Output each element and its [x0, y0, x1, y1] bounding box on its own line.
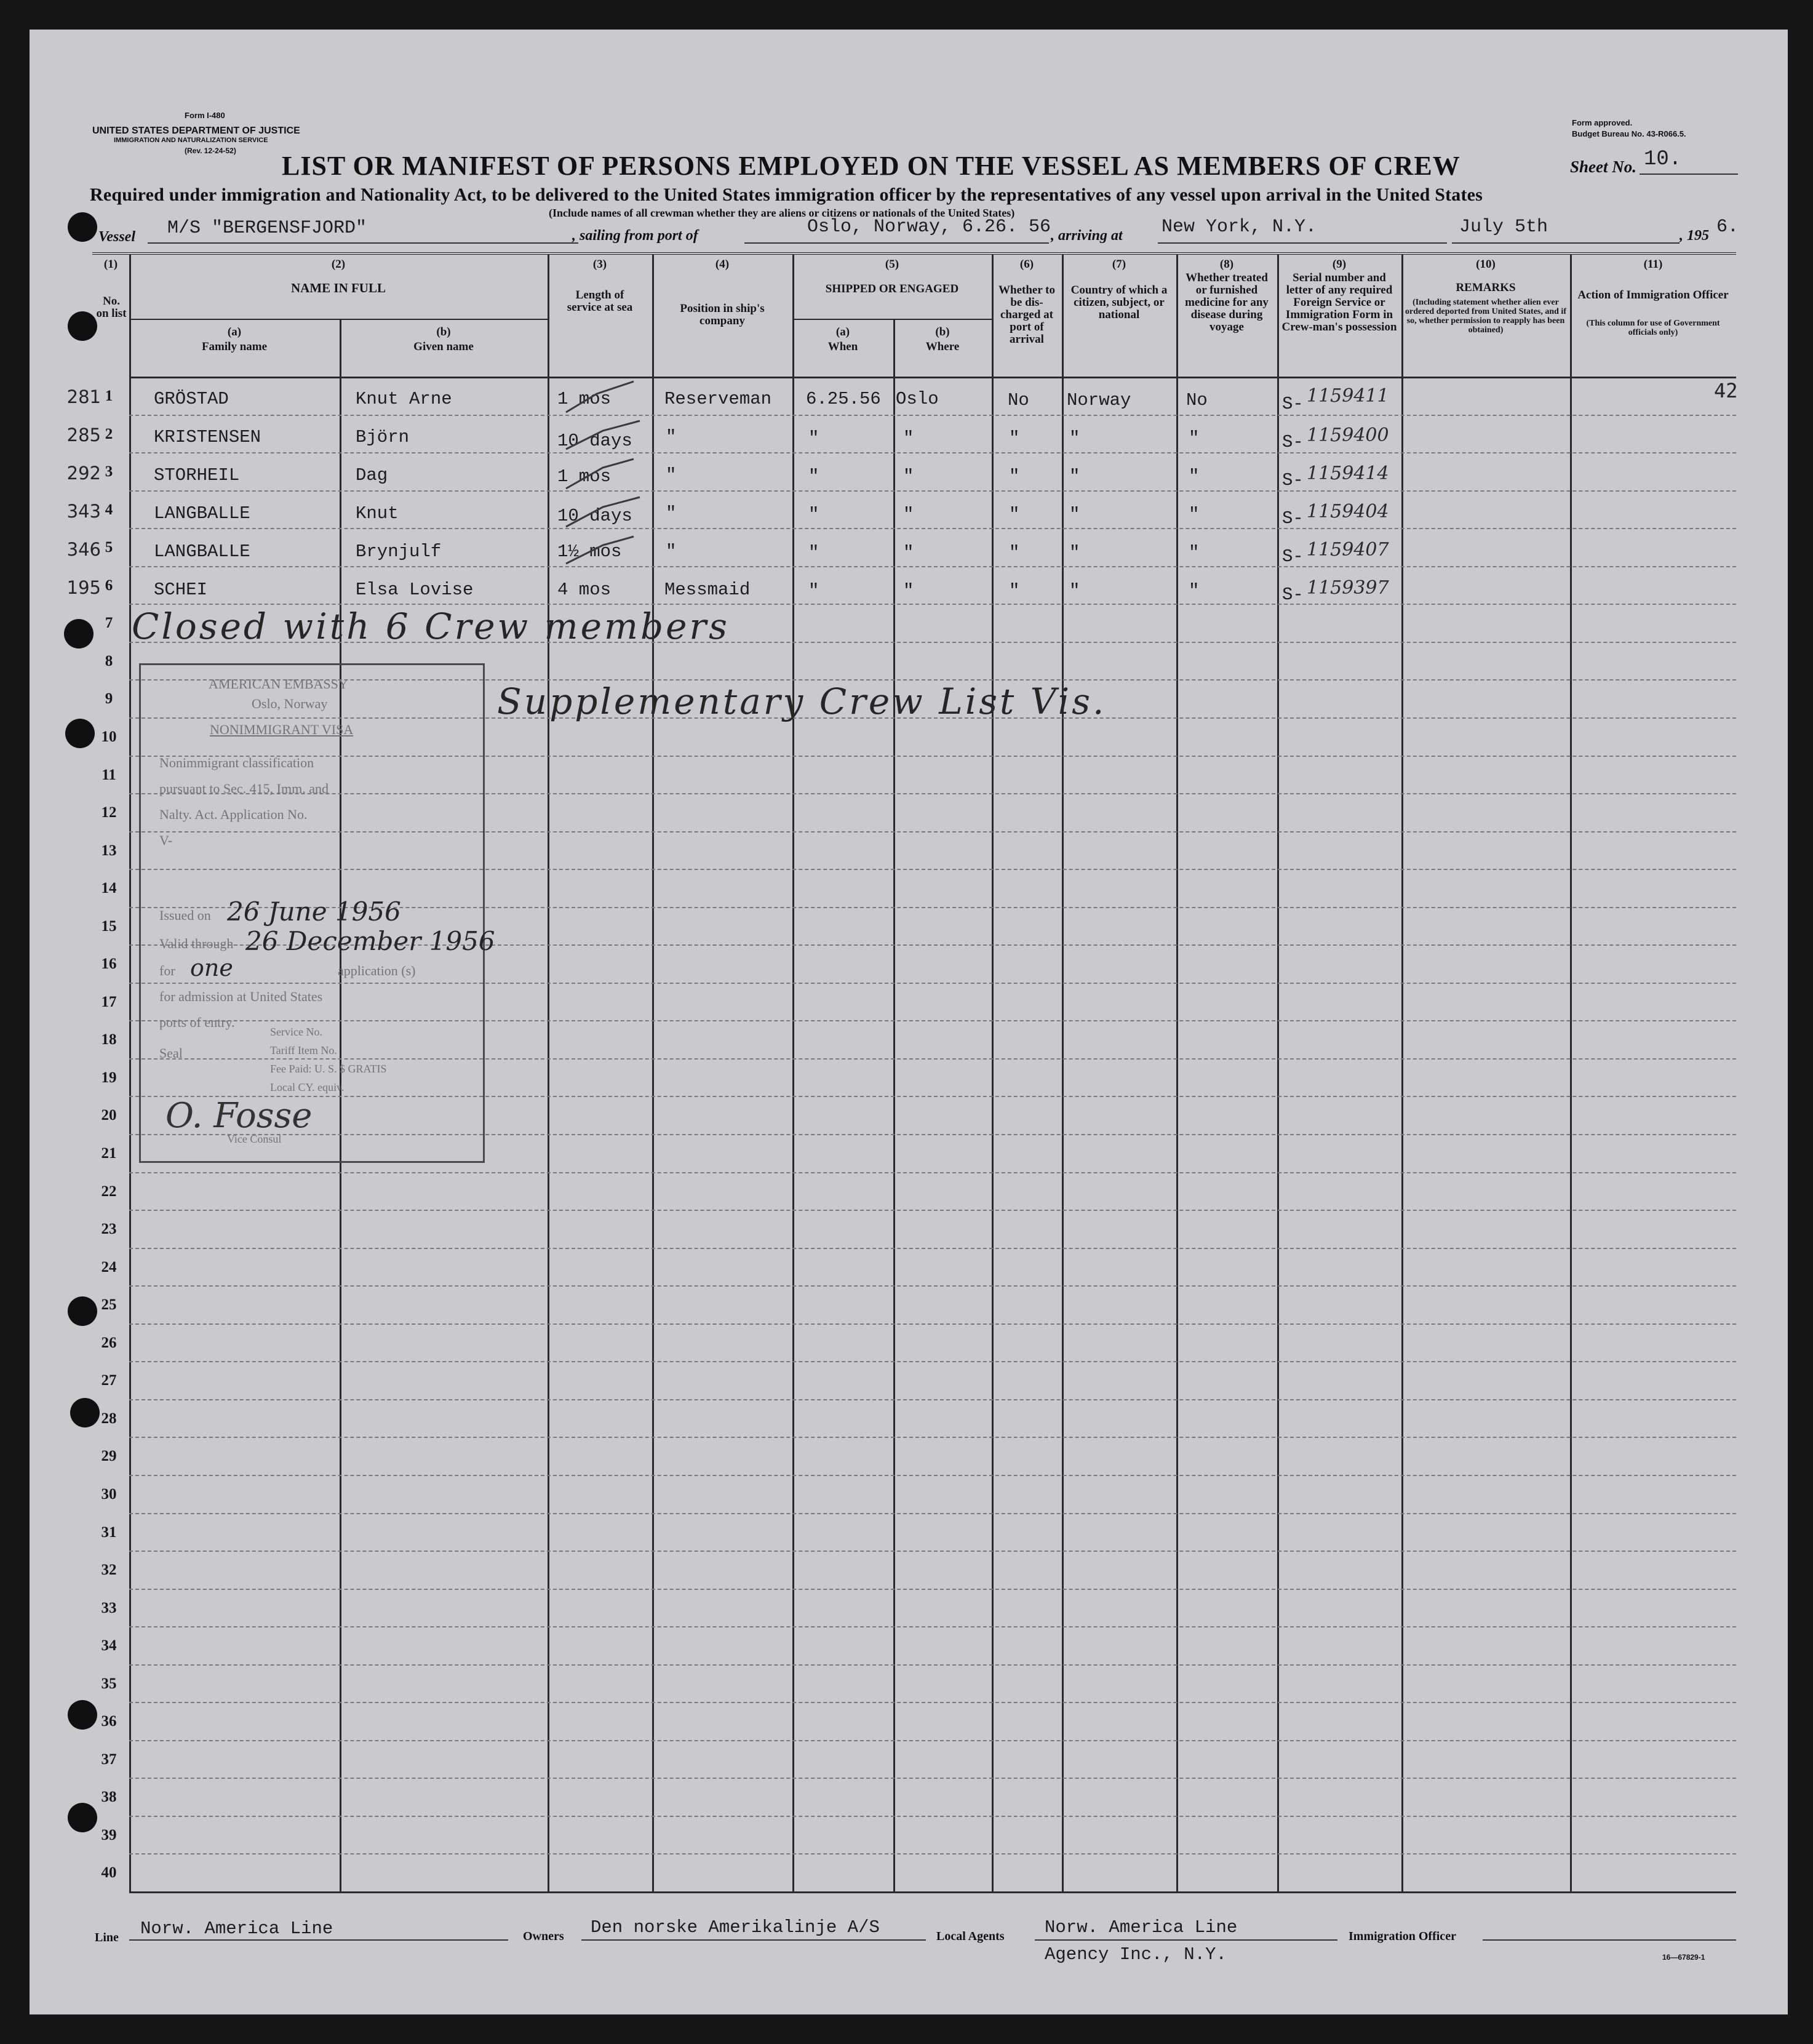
family-name: STORHEIL	[154, 465, 240, 485]
footer-agents-2: Agency Inc., N.Y.	[1045, 1944, 1227, 1965]
row-number: 25	[101, 1296, 117, 1313]
table-top-rule	[92, 252, 1736, 255]
margin-number: 281	[66, 386, 101, 407]
row-number: 11	[102, 767, 116, 783]
stamp-v: V-	[159, 832, 173, 848]
year-suffix: 6.	[1716, 217, 1739, 238]
service-length: 1½ mos	[557, 541, 622, 562]
col-rule	[893, 320, 895, 1893]
position: "	[666, 427, 677, 447]
footer-owners: Den norske Amerikalinje A/S	[591, 1917, 880, 1938]
arriving-at: New York, N.Y.	[1162, 217, 1317, 238]
year-prefix: , 195	[1680, 228, 1709, 244]
check-marks	[554, 375, 646, 609]
col3-num: (3)	[592, 258, 607, 271]
country: "	[1069, 505, 1080, 525]
stamp-visa-type: NONIMMIGRANT VISA	[210, 722, 354, 737]
row-separator	[129, 1551, 1736, 1552]
row-separator	[129, 1778, 1736, 1779]
family-name: KRISTENSEN	[154, 427, 261, 447]
sheet-label: Sheet No.	[1570, 158, 1636, 176]
row-separator	[129, 1475, 1736, 1476]
discharged: "	[1009, 581, 1020, 601]
stamp-tariff: Tariff Item No.	[270, 1044, 337, 1056]
given-name: Knut	[356, 503, 399, 524]
row-number: 35	[101, 1675, 117, 1692]
serial-prefix: S-	[1282, 508, 1304, 529]
table-bottom-rule	[129, 1891, 1736, 1893]
family-name: GRÖSTAD	[154, 389, 229, 409]
country: "	[1069, 581, 1080, 601]
col11-num: (11)	[1643, 258, 1663, 271]
row-number: 33	[101, 1600, 117, 1616]
row-separator	[129, 604, 1736, 605]
row-number: 40	[101, 1864, 117, 1881]
row-number: 1	[105, 388, 113, 404]
stamp-issued-date: 26 June 1956	[227, 896, 401, 927]
stamp-application: Nalty. Act. Application No.	[159, 807, 308, 822]
col-rule	[792, 255, 794, 1893]
col4-label: Position in ship's company	[680, 302, 765, 327]
country: Norway	[1067, 390, 1131, 410]
treated: "	[1189, 428, 1200, 449]
col11-sub: (This column for use of Government officials only)	[1586, 319, 1720, 337]
punch-hole	[68, 212, 97, 242]
col-rule	[1176, 255, 1178, 1893]
serial-number: 1159414	[1307, 463, 1389, 484]
arriving-label: , arriving at	[1051, 228, 1123, 244]
row-separator	[129, 1172, 1736, 1173]
serial-number: 1159404	[1307, 501, 1389, 522]
sailing-underline	[744, 242, 1049, 244]
col2-num: (2)	[331, 258, 346, 271]
name-subheader-rule	[129, 319, 548, 320]
col8-label: Whether treated or furnished medicine for any disease during voyage	[1185, 271, 1269, 333]
stamp-applications: application (s)	[338, 963, 416, 978]
stamp-seal: Seal	[159, 1045, 183, 1061]
col-rule	[1277, 255, 1279, 1893]
shipped-when: "	[808, 466, 819, 487]
stamp-fee: Fee Paid: U. S. $ GRATIS	[270, 1063, 387, 1075]
row-number: 32	[101, 1562, 117, 1578]
family-name: SCHEI	[154, 580, 208, 600]
row-number: 14	[101, 880, 117, 896]
footer-officer-label: Immigration Officer	[1349, 1930, 1456, 1943]
vessel-name: M/S "BERGENSFJORD"	[167, 218, 367, 239]
row-number: 18	[101, 1031, 117, 1048]
shipped-when: "	[808, 543, 819, 563]
col5a-num: (a)	[835, 325, 850, 338]
col5a-label: When	[827, 340, 858, 353]
budget: Budget Bureau No. 43-R066.5.	[1572, 129, 1686, 138]
row-number: 29	[101, 1448, 117, 1464]
col7-label: Country of which a citizen, subject, or national	[1070, 284, 1168, 321]
col-rule	[992, 255, 994, 1893]
col3-label: Length of service at sea	[567, 289, 633, 314]
position: "	[666, 465, 677, 485]
row-number: 28	[101, 1410, 117, 1427]
serial-number: 1159397	[1307, 577, 1389, 599]
col5-num: (5)	[885, 258, 899, 271]
row-separator	[129, 1399, 1736, 1400]
footer-line: Norw. America Line	[140, 1918, 333, 1939]
row-number: 2	[105, 426, 113, 442]
sheet-number: 10.	[1644, 148, 1682, 171]
form-subtitle: Required under immigration and Nationality Act, to be delivered to the United States immigration officer by the representatives of any vessel upon arrival in the United States	[90, 185, 1483, 205]
vessel-label: Vessel	[98, 229, 135, 245]
sailing-label: , sailing from port of	[572, 228, 698, 244]
col1-num: (1)	[103, 258, 118, 271]
shipped-where: "	[903, 543, 914, 563]
row-separator	[129, 1626, 1736, 1627]
treated: "	[1189, 543, 1200, 563]
approved: Form approved.	[1572, 118, 1633, 127]
row-number: 5	[105, 539, 113, 556]
col2b-label: Given name	[413, 340, 474, 353]
row-number: 16	[101, 956, 117, 972]
punch-hole	[68, 311, 97, 341]
row-number: 26	[101, 1335, 117, 1351]
service-length: 4 mos	[557, 580, 612, 600]
row-number: 37	[101, 1751, 117, 1768]
service: IMMIGRATION AND NATURALIZATION SERVICE	[114, 137, 268, 144]
row-separator	[129, 1210, 1736, 1211]
country: "	[1069, 543, 1080, 563]
row-number: 12	[101, 804, 117, 821]
row-number: 13	[101, 842, 117, 859]
serial-prefix: S-	[1282, 394, 1304, 414]
service-length: 10 days	[557, 506, 632, 526]
margin-number: 343	[66, 501, 101, 522]
stamp-vice-consul: Vice Consul	[227, 1133, 282, 1145]
col11-label: Action of Immigration Officer	[1577, 289, 1729, 301]
col5b-label: Where	[925, 340, 960, 353]
col2a-num: (a)	[227, 325, 242, 338]
position: Messmaid	[664, 580, 751, 600]
shipped-when: "	[808, 428, 819, 449]
serial-number: 1159400	[1307, 425, 1389, 446]
stamp-for-value: one	[190, 954, 233, 981]
shipped-where: "	[903, 581, 914, 601]
col5-label: SHIPPED OR ENGAGED	[825, 282, 959, 295]
footer-line-underline	[129, 1939, 508, 1941]
given-name: Dag	[356, 465, 388, 485]
row-number: 34	[101, 1637, 117, 1654]
row-number: 39	[101, 1827, 117, 1843]
footer-agents-underline	[1035, 1939, 1337, 1941]
col5b-num: (b)	[935, 325, 950, 338]
row-separator	[129, 415, 1736, 416]
discharged: No	[1008, 390, 1029, 410]
service-length: 1 mos	[557, 389, 612, 409]
row-separator	[129, 1361, 1736, 1362]
row-number: 4	[105, 501, 113, 518]
row-number: 21	[101, 1145, 117, 1162]
position: Reserveman	[664, 389, 772, 409]
row-number: 38	[101, 1789, 117, 1805]
row-separator	[129, 528, 1736, 529]
treated: "	[1189, 466, 1200, 487]
row-separator	[129, 1248, 1736, 1249]
given-name: Elsa Lovise	[356, 580, 474, 600]
row-separator	[129, 566, 1736, 567]
sailing-from: Oslo, Norway, 6.26. 56	[807, 217, 1051, 238]
row-number: 7	[105, 615, 113, 631]
form-note: (Include names of all crewman whether they are aliens or citizens or nationals of the United States)	[549, 207, 1015, 219]
given-name: Knut Arne	[356, 389, 452, 409]
row-number: 8	[105, 653, 113, 669]
date-underline	[1452, 242, 1680, 244]
row-separator	[129, 1285, 1736, 1287]
stamp-for-label: for	[159, 963, 175, 978]
treated: No	[1186, 390, 1208, 410]
row-number: 10	[101, 729, 117, 745]
stamp-service-no: Service No.	[270, 1026, 322, 1038]
col8-num: (8)	[1219, 258, 1234, 271]
row-number: 17	[101, 994, 117, 1010]
service-length: 10 days	[557, 431, 632, 451]
footer-owners-underline	[581, 1939, 926, 1941]
serial-prefix: S-	[1282, 546, 1304, 567]
serial-number: 1159411	[1307, 385, 1389, 407]
stamp-valid-label: Valid through	[159, 936, 234, 951]
given-name: Björn	[356, 427, 410, 447]
treated: "	[1189, 505, 1200, 525]
stamp-signature: O. Fosse	[165, 1096, 313, 1136]
col-rule	[1062, 255, 1064, 1893]
footer-agents-label: Local Agents	[936, 1930, 1005, 1943]
serial-prefix: S-	[1282, 432, 1304, 452]
col-rule	[1570, 255, 1572, 1893]
margin-number: 292	[66, 463, 101, 484]
col-rule	[652, 255, 654, 1893]
row-number: 3	[105, 463, 113, 480]
sheet-underline	[1640, 174, 1738, 175]
col2b-num: (b)	[436, 325, 451, 338]
row-number: 22	[101, 1183, 117, 1200]
col4-num: (4)	[715, 258, 730, 271]
stamp-city: Oslo, Norway	[252, 696, 328, 711]
row-separator	[129, 1323, 1736, 1325]
margin-number: 195	[66, 577, 101, 598]
discharged: "	[1009, 466, 1020, 487]
shipped-when: "	[808, 581, 819, 601]
stamp-admission: for admission at United States	[159, 989, 323, 1004]
row-separator	[129, 1816, 1736, 1817]
discharged: "	[1009, 505, 1020, 525]
col9-num: (9)	[1332, 258, 1347, 271]
agency: UNITED STATES DEPARTMENT OF JUSTICE	[92, 126, 300, 136]
action-mark: 42	[1714, 379, 1738, 402]
supplementary-note: Supplementary Crew List Vis.	[497, 681, 1107, 722]
col10-num: (10)	[1476, 258, 1496, 271]
family-name: LANGBALLE	[154, 541, 250, 562]
col6-num: (6)	[1019, 258, 1034, 271]
row-number: 6	[105, 577, 113, 594]
vessel-underline	[148, 242, 578, 244]
row-number: 9	[105, 690, 113, 707]
position: "	[666, 503, 677, 524]
row-number: 31	[101, 1524, 117, 1541]
header-bottom-rule	[129, 377, 1736, 378]
row-number: 23	[101, 1221, 117, 1237]
stamp-issued-label: Issued on	[159, 908, 211, 923]
row-number: 24	[101, 1259, 117, 1276]
arriving-underline	[1158, 242, 1447, 244]
row-separator	[129, 1853, 1736, 1854]
discharged: "	[1009, 428, 1020, 449]
stamp-section: pursuant to Sec. 415, Imm. and	[159, 781, 329, 796]
margin-number: 346	[66, 539, 101, 560]
serial-number: 1159407	[1307, 539, 1389, 561]
col1-label: No. on list	[96, 295, 127, 320]
row-separator	[129, 1740, 1736, 1741]
stamp-valid-date: 26 December 1956	[245, 926, 495, 956]
treated: "	[1189, 581, 1200, 601]
shipped-subheader-rule	[794, 319, 992, 320]
shipped-when: 6.25.56	[806, 389, 881, 409]
row-separator	[129, 490, 1736, 492]
footer-officer-underline	[1483, 1939, 1736, 1941]
row-separator	[129, 1437, 1736, 1438]
serial-prefix: S-	[1282, 470, 1304, 490]
shipped-where: Oslo	[896, 389, 939, 409]
row-number: 30	[101, 1486, 117, 1503]
service-length: 1 mos	[557, 466, 612, 487]
stamp-local: Local CY. equiv.	[270, 1081, 345, 1093]
row-number: 36	[101, 1713, 117, 1730]
form-number: Form I-480	[185, 111, 225, 120]
stamp-classification: Nonimmigrant classification	[159, 755, 314, 770]
margin-number: 285	[66, 425, 101, 445]
stamp-ports: ports of entry.	[159, 1015, 235, 1030]
col2a-label: Family name	[201, 340, 268, 353]
row-number: 15	[101, 918, 117, 935]
row-separator	[129, 1702, 1736, 1703]
footer-owners-label: Owners	[523, 1930, 564, 1943]
col2-label: NAME IN FULL	[290, 281, 386, 295]
given-name: Brynjulf	[356, 541, 442, 562]
col-rule	[548, 255, 549, 1893]
visa-stamp	[139, 663, 495, 1163]
shipped-where: "	[903, 466, 914, 487]
footer-agents-1: Norw. America Line	[1045, 1917, 1238, 1938]
col9-label: Serial number and letter of any required Foreign Service or Immigration Form in Crew-man's possession	[1281, 271, 1397, 333]
shipped-where: "	[903, 505, 914, 525]
row-number: 20	[101, 1107, 117, 1124]
stamp-embassy: AMERICAN EMBASSY	[209, 676, 348, 692]
row-separator	[129, 1589, 1736, 1590]
row-number: 19	[101, 1069, 117, 1086]
closed-note: Closed with 6 Crew members	[132, 605, 730, 647]
row-number: 27	[101, 1372, 117, 1389]
row-separator	[129, 1513, 1736, 1514]
country: "	[1069, 428, 1080, 449]
row-separator	[129, 452, 1736, 453]
print-code: 16—67829-1	[1662, 1953, 1705, 1962]
country: "	[1069, 466, 1080, 487]
family-name: LANGBALLE	[154, 503, 250, 524]
row-separator	[129, 1664, 1736, 1666]
arrival-date: July 5th	[1459, 217, 1548, 238]
position: "	[666, 541, 677, 562]
col6-label: Whether to be dis-charged at port of arrival	[998, 284, 1055, 346]
col10-sub: (Including statement whether alien ever ordered deported from United States, and if so, whether permission to reapply has been obtained)	[1405, 298, 1566, 335]
revision: (Rev. 12-24-52)	[185, 146, 236, 155]
serial-prefix: S-	[1282, 585, 1304, 605]
shipped-where: "	[903, 428, 914, 449]
col7-num: (7)	[1112, 258, 1126, 271]
shipped-when: "	[808, 505, 819, 525]
footer-line-label: Line	[95, 1931, 119, 1944]
col10-label: REMARKS	[1456, 281, 1516, 294]
discharged: "	[1009, 543, 1020, 563]
col-rule	[1401, 255, 1403, 1893]
form-title: LIST OR MANIFEST OF PERSONS EMPLOYED ON THE VESSEL AS MEMBERS OF CREW	[282, 151, 1460, 181]
